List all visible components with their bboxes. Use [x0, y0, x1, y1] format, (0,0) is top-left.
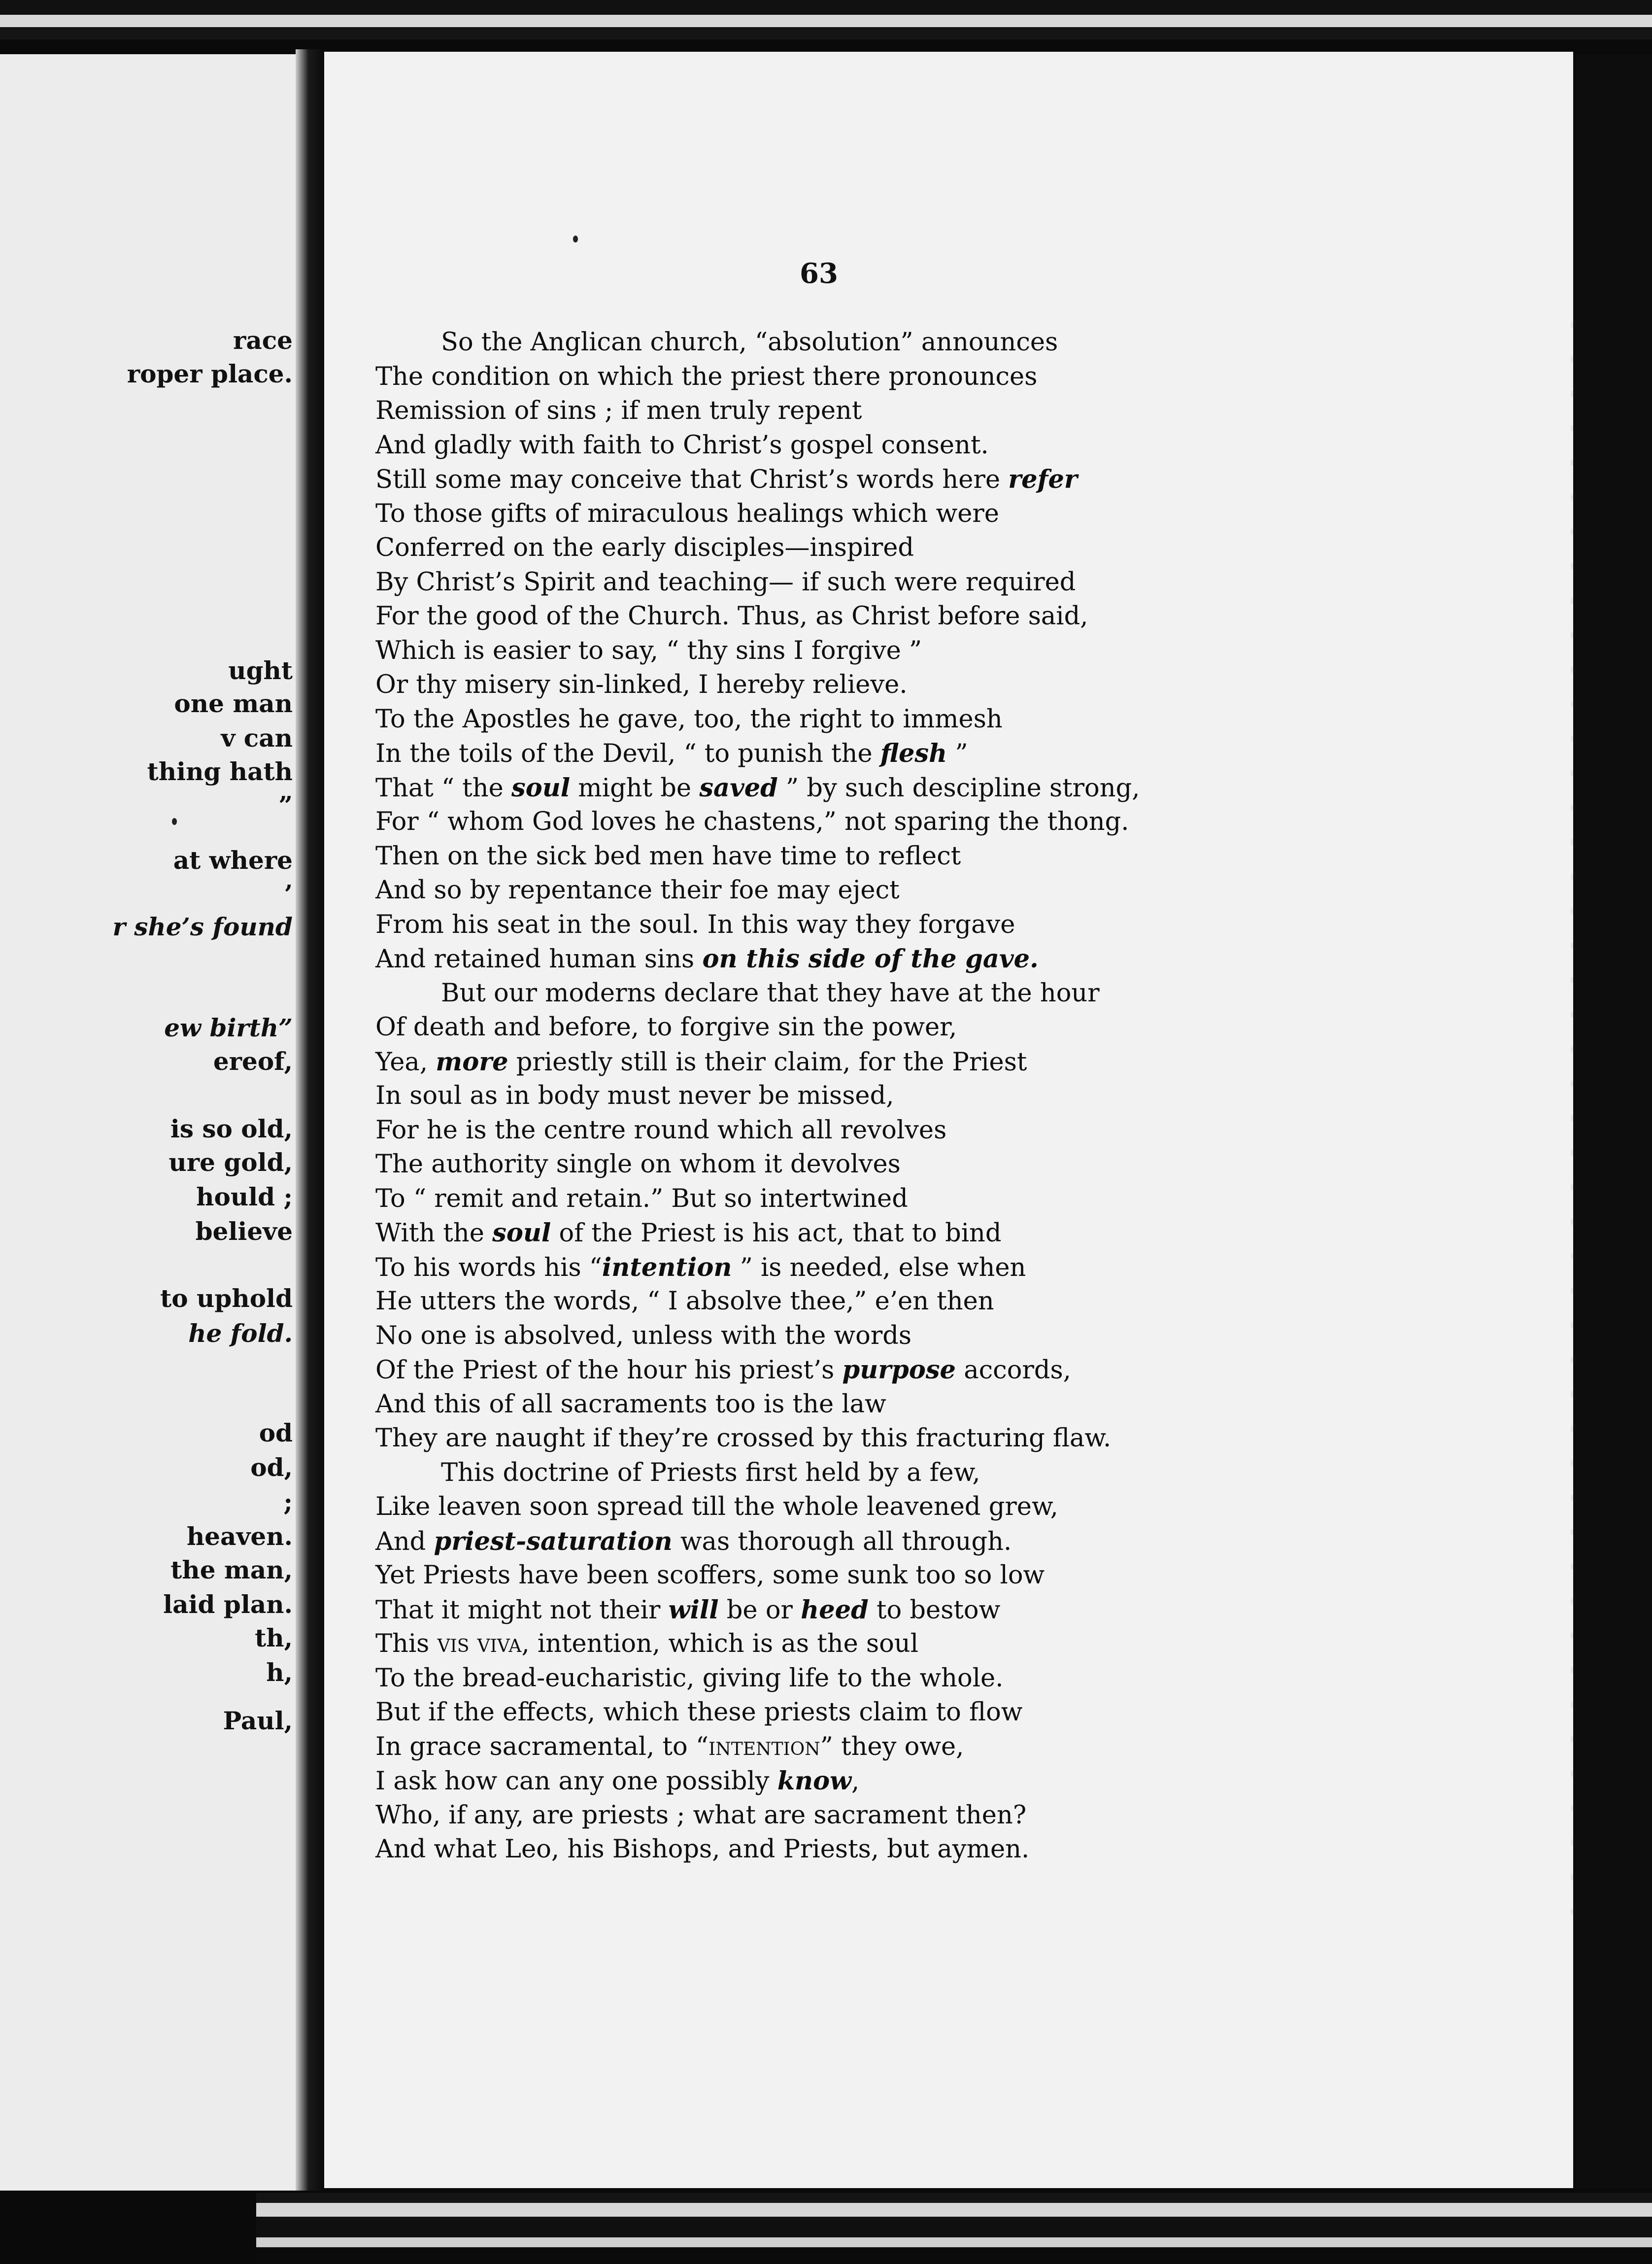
ink-speck	[573, 236, 578, 242]
poem-line: Who, if any, are priests ; what are sacrament then?	[375, 1801, 1027, 1830]
poem-line: To the bread-eucharistic, giving life to the whole.	[375, 1664, 1004, 1693]
poem-line: And so by repentance their foe may eject	[375, 876, 900, 905]
poem-line	[375, 1216, 1257, 1250]
line-segment: Of the Priest of the hour his priest’s	[375, 1356, 843, 1385]
left-page-fragment: is so old,	[170, 1114, 293, 1143]
poem-line: Yet Priests have been scoffers, some sunk too so low	[375, 1561, 1045, 1590]
poem-line: In soul as in body must never be missed,	[375, 1081, 894, 1110]
poem-line: Of death and before, to forgive sin the power,	[375, 1013, 957, 1042]
poem-line: So the Anglican church, “absolution” announces	[441, 328, 1058, 357]
italic-emphasis: flesh	[880, 739, 947, 768]
poem-line	[375, 771, 1257, 805]
line-segment: In the toils of the Devil, “ to punish the	[375, 739, 880, 768]
line-segment: I ask how can any one possibly	[375, 1767, 777, 1796]
book-gutter	[296, 49, 324, 2191]
line-segment: ” by such descipline strong,	[777, 774, 1140, 803]
left-page-fragment: he fold.	[188, 1319, 293, 1348]
poem-line: But if the effects, which these priests claim to flow	[375, 1698, 1023, 1727]
line-segment: With the	[375, 1219, 493, 1248]
poem-line	[375, 1593, 1257, 1627]
line-segment: ” they owe,	[820, 1732, 964, 1761]
left-page-fragment: ew birth”	[164, 1013, 293, 1042]
left-page-fragment: v can	[221, 723, 293, 753]
left-page-fragment: od	[259, 1418, 293, 1447]
italic-emphasis: saved	[699, 773, 778, 803]
left-page-fragment: Paul,	[223, 1706, 293, 1735]
poem-line: To the Apostles he gave, too, the right to immesh	[375, 705, 1003, 734]
poem-line: Like leaven soon spread till the whole leavened grew,	[375, 1492, 1058, 1521]
poem-line	[375, 1764, 1257, 1798]
left-page-fragment: heaven.	[186, 1522, 293, 1551]
left-page-fragment: thing hath	[147, 757, 293, 786]
page-number: 63	[800, 257, 838, 290]
line-segment: accords,	[956, 1356, 1071, 1385]
poem-line: And what Leo, his Bishops, and Priests, but aymen.	[375, 1835, 1030, 1864]
left-page-fragment: the man,	[170, 1555, 293, 1584]
poem-line: And gladly with faith to Christ’s gospel consent.	[375, 431, 989, 460]
line-segment: Still some may conceive that Christ’s words here	[375, 465, 1009, 494]
line-segment: And retained human sins	[375, 945, 703, 974]
poem-line	[375, 1730, 1257, 1764]
italic-emphasis: soul	[511, 773, 571, 803]
small-caps-text: intention	[708, 1732, 820, 1761]
line-segment: ” is needed, else when	[732, 1253, 1026, 1282]
italic-emphasis: on this side of the gave.	[702, 944, 1039, 974]
poem-line	[375, 736, 1257, 771]
left-page-fragment: one man	[174, 689, 293, 718]
poem-line: The authority single on whom it devolves	[375, 1150, 901, 1179]
left-page-fragment: th,	[255, 1623, 293, 1652]
left-page-fragment: ;	[283, 1487, 293, 1516]
italic-emphasis: soul	[492, 1218, 551, 1248]
top-scan-border	[0, 0, 1652, 39]
left-page-fragment: to uphold	[160, 1284, 293, 1313]
italic-emphasis: heed	[801, 1595, 869, 1625]
left-page-fragment: laid plan.	[163, 1590, 293, 1619]
poem-line: For he is the centre round which all revolves	[375, 1116, 947, 1145]
left-page-fragment: ereof,	[213, 1047, 293, 1076]
poem-line	[375, 942, 1257, 976]
left-page-fragment: race	[233, 326, 293, 355]
left-page-fragment: od,	[250, 1453, 293, 1482]
line-segment: Yea,	[375, 1048, 436, 1077]
italic-emphasis: will	[668, 1595, 719, 1625]
poem-line: Which is easier to say, “ thy sins I forgive ”	[375, 636, 922, 665]
poem-line: For “ whom God loves he chastens,” not sparing the thong.	[375, 807, 1129, 836]
left-page-fragment: at where	[173, 846, 293, 875]
poem-line: By Christ’s Spirit and teaching— if such were required	[375, 568, 1076, 597]
poem-line: And this of all sacraments too is the law	[375, 1390, 886, 1419]
poem-line: No one is absolved, unless with the words	[375, 1321, 912, 1350]
line-segment: priestly still is their claim, for the Priest	[508, 1048, 1027, 1077]
small-caps-text: vis viva	[437, 1629, 522, 1658]
poem-line	[375, 1627, 1257, 1661]
left-page-fragment: ure gold,	[169, 1148, 293, 1177]
poem-line: They are naught if they’re crossed by this fracturing flaw.	[375, 1424, 1112, 1453]
line-segment: That it might not their	[375, 1596, 669, 1625]
ink-speck	[172, 818, 177, 825]
poem-line: Remission of sins ; if men truly repent	[375, 396, 862, 425]
poem-line: For the good of the Church. Thus, as Christ before said,	[375, 602, 1088, 631]
line-segment: This	[375, 1629, 438, 1658]
line-segment: That “ the	[375, 774, 511, 803]
poem-line: Conferred on the early disciples—inspired	[375, 533, 914, 562]
poem-line	[375, 1353, 1257, 1387]
poem-line: To those gifts of miraculous healings which were	[375, 499, 999, 528]
line-segment: was thorough all through.	[672, 1527, 1012, 1556]
right-scan-border	[1573, 54, 1652, 2188]
line-segment: And	[375, 1527, 434, 1556]
left-page-fragment: roper place.	[127, 359, 293, 388]
poem-line: This doctrine of Priests first held by a few,	[441, 1458, 980, 1487]
left-page-fragment: ’	[284, 879, 293, 908]
poem-line: Then on the sick bed men have time to reflect	[375, 842, 961, 871]
line-segment: In grace sacramental, to “	[375, 1732, 709, 1761]
left-page-fragment: r she’s found	[112, 912, 293, 941]
line-segment: be or	[718, 1596, 801, 1625]
line-segment: might be	[570, 774, 700, 803]
line-segment: ”	[947, 739, 968, 768]
poem-line	[375, 462, 1257, 497]
left-page-fragment: ”	[278, 790, 293, 820]
left-page-fragment: believe	[195, 1217, 293, 1246]
left-page-fragment: h,	[266, 1658, 293, 1687]
line-segment: To his words his “	[375, 1253, 602, 1282]
poem-line: But our moderns declare that they have at the hour	[441, 979, 1100, 1008]
poem-line: Or thy misery sin-linked, I hereby relieve.	[375, 670, 908, 699]
poem-line: He utters the words, “ I absolve thee,” e’en then	[375, 1287, 994, 1316]
italic-emphasis: more	[436, 1047, 508, 1077]
line-segment: of the Priest is his act, that to bind	[551, 1219, 1002, 1248]
left-page-fragment: hould ;	[196, 1182, 293, 1211]
line-segment: , intention, which is as the soul	[521, 1629, 919, 1658]
italic-emphasis: refer	[1008, 465, 1078, 494]
italic-emphasis: know	[777, 1766, 852, 1796]
poem-line: The condition on which the priest there pronounces	[375, 362, 1038, 391]
poem-line	[375, 1045, 1257, 1079]
left-page	[0, 54, 296, 2191]
line-segment: ,	[851, 1767, 860, 1796]
poem-line	[375, 1524, 1257, 1559]
poem-line	[375, 1250, 1257, 1285]
poem-line: From his seat in the soul. In this way they forgave	[375, 910, 1015, 939]
italic-emphasis: intention	[602, 1253, 732, 1282]
left-page-fragment: ught	[228, 656, 293, 685]
italic-emphasis: purpose	[842, 1355, 956, 1385]
poem-line: To “ remit and retain.” But so intertwined	[375, 1184, 908, 1213]
bottom-scan-border	[256, 2193, 1652, 2264]
italic-emphasis: priest-saturation	[434, 1527, 673, 1556]
line-segment: to bestow	[868, 1596, 1001, 1625]
